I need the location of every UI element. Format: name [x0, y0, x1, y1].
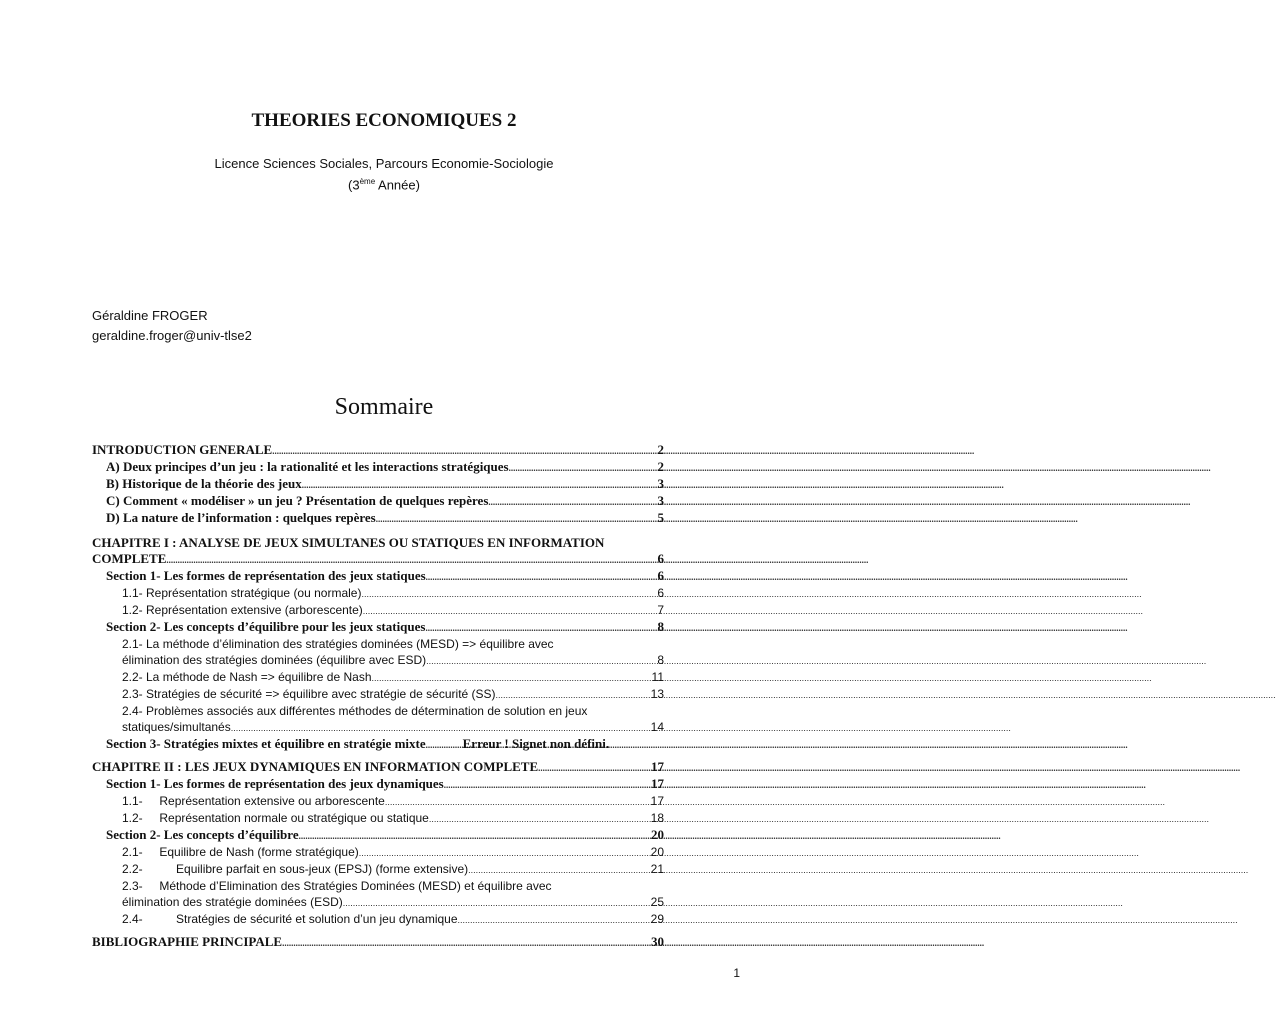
toc-entry-intro-b[interactable]: B) Historique de la théorie des jeux ..... 3 — [92, 476, 664, 493]
toc-entry-ch1-2-1-line1[interactable]: 2.1- La méthode d’élimination des stratégies dominées (MESD) => équilibre avec — [122, 637, 554, 651]
document-title: THEORIES ECONOMIQUES 2 — [251, 110, 517, 131]
toc-entry-chapter-1[interactable]: COMPLETE ..... 6 — [92, 551, 664, 568]
author-email: geraldine.froger@univ-tlse2 — [92, 328, 252, 343]
toc-entry-ch1-section-2[interactable]: Section 2- Les concepts d’équilibre pour les jeux statiques ..... 8 — [92, 619, 664, 636]
toc-entry-ch2-2-4[interactable]: 2.4- Stratégies de sécurité et solution d’un jeu dynamique ..... 29 — [92, 911, 664, 928]
toc-entry-chapter-2[interactable]: CHAPITRE II : LES JEUX DYNAMIQUES EN INFORMATION COMPLETE ..... 17 — [92, 759, 664, 776]
document-subtitle — [0, 155, 768, 194]
toc-entry-ch1-2-4-line1[interactable]: 2.4- Problèmes associés aux différentes méthodes de détermination de solution en jeux — [122, 704, 588, 718]
page-number: 1 — [733, 966, 740, 980]
toc-entry-ch1-2-3[interactable]: 2.3- Stratégies de sécurité => équilibre avec stratégie de sécurité (SS) ..... 13 — [92, 686, 664, 703]
toc-entry-ch1-1-1[interactable]: 1.1- Représentation stratégique (ou normale) ..... 6 — [92, 585, 664, 602]
toc-entry-ch2-2-3-line1[interactable]: 2.3- Méthode d’Elimination des Stratégies Dominées (MESD) et équilibre avec — [122, 879, 552, 893]
toc-entry-ch2-section-2[interactable]: Section 2- Les concepts d’équilibre ..... 20 — [92, 827, 664, 844]
toc-entry-ch1-2-4[interactable]: statiques/simultanés ..... 14 — [92, 719, 664, 736]
toc-entry-ch1-2-1[interactable]: élimination des stratégies dominées (équilibre avec ESD) ..... 8 — [92, 652, 664, 669]
toc-entry-ch1-1-2[interactable]: 1.2- Représentation extensive (arborescente) ..... 7 — [92, 602, 664, 619]
toc-entry-introduction[interactable]: INTRODUCTION GENERALE ..... 2 — [92, 442, 664, 459]
toc-entry-ch2-2-1[interactable]: 2.1- Equilibre de Nash (forme stratégique) ..... 20 — [92, 844, 664, 861]
year-line — [0, 173, 768, 194]
toc-entry-ch2-1-1[interactable]: 1.1- Représentation extensive ou arborescente ..... 17 — [92, 793, 664, 810]
year-prefix: (3 — [348, 177, 360, 193]
table-of-contents — [92, 442, 664, 951]
toc-entry-ch1-2-2[interactable]: 2.2- La méthode de Nash => équilibre de Nash ..... 11 — [92, 669, 664, 686]
toc-entry-ch2-1-2[interactable]: 1.2- Représentation normale ou stratégique ou statique ..... 18 — [92, 810, 664, 827]
sommaire-heading: Sommaire — [334, 394, 434, 420]
program-line: Licence Sciences Sociales, Parcours Economie-Sociologie — [214, 156, 554, 171]
toc-entry-intro-d[interactable]: D) La nature de l’information : quelques repères ..... 5 — [92, 510, 664, 527]
toc-entry-ch1-section-1[interactable]: Section 1- Les formes de représentation des jeux statiques ..... 6 — [92, 568, 664, 585]
author-block — [92, 306, 252, 346]
toc-entry-chapter-1-line1[interactable]: CHAPITRE I : ANALYSE DE JEUX SIMULTANES OU STATIQUES EN INFORMATION — [92, 535, 605, 550]
toc-entry-ch2-2-3[interactable]: élimination des stratégie dominées (ESD) ..... 25 — [92, 894, 664, 911]
toc-entry-bibliographie[interactable]: BIBLIOGRAPHIE PRINCIPALE ..... 30 — [92, 934, 664, 951]
toc-entry-intro-a[interactable]: A) Deux principes d’un jeu : la rationalité et les interactions stratégiques ..... 2 — [92, 459, 664, 476]
year-suffix: Année) — [375, 177, 420, 193]
toc-entry-ch1-section-3[interactable]: Section 3- Stratégies mixtes et équilibre en stratégie mixte ..... Erreur ! Signet non défini. — [92, 736, 664, 753]
toc-entry-ch2-2-2[interactable]: 2.2- Equilibre parfait en sous-jeux (EPSJ) (forme extensive) ..... 21 — [92, 861, 664, 878]
toc-entry-ch2-section-1[interactable]: Section 1- Les formes de représentation des jeux dynamiques ..... 17 — [92, 776, 664, 793]
toc-entry-intro-c[interactable]: C) Comment « modéliser » un jeu ? Présentation de quelques repères ..... 3 — [92, 493, 664, 510]
author-name: Géraldine FROGER — [92, 308, 208, 323]
year-superscript: ème — [359, 177, 376, 186]
